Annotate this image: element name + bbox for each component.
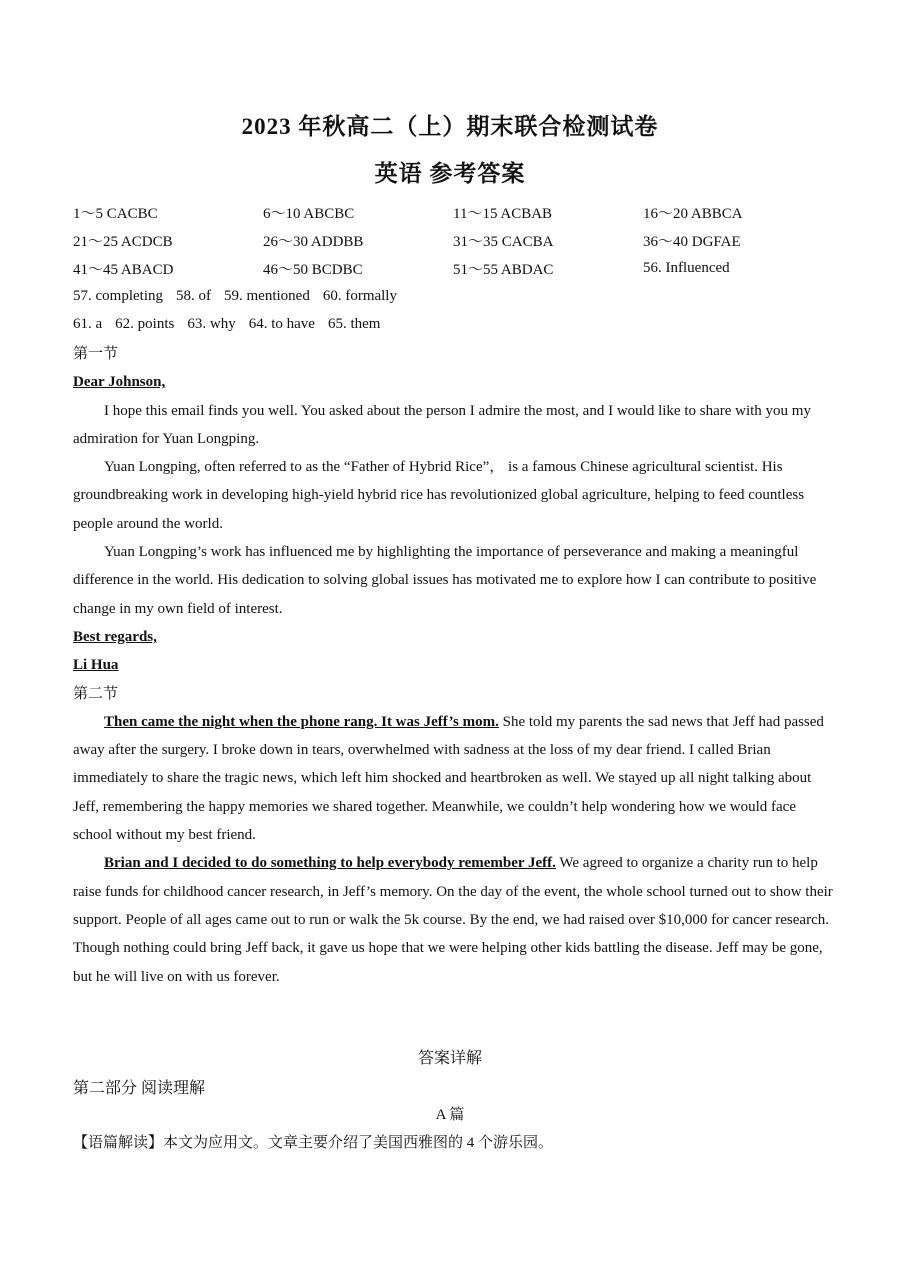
- story-paragraph: [73, 708, 833, 849]
- letter-paragraph: Yuan Longping’s work has influenced me by highlighting the importance of perseverance and making a meaningful difference in the world. His dedication to solving global issues has motivated me to explore how I can contribute to positive change in my own field of interest.: [73, 544, 817, 617]
- fill-answer: 57. completing: [73, 288, 163, 305]
- fill-answer: 64. to have: [248, 316, 315, 333]
- fill-answer: 60. formally: [322, 288, 397, 305]
- passage-heading: A 篇: [435, 1107, 465, 1123]
- paragraph-body: We agreed to organize a charity run to help raise funds for childhood cancer research, in Jeff’s memory. On the day of the event, the whole school turned out to show their support. People of all ages came out to run or walk the 5k course. By the end, we had raised over $10,000 for cancer research. Though nothing could bring Jeff back, it gave us hope that we were helping other kids battling the disease. Jeff may be gone, but he will live on with us forever.: [73, 855, 833, 985]
- answer-group: 16～20 ABBCA: [643, 205, 743, 222]
- answer-group: 11～15 ACBAB: [453, 205, 553, 222]
- fill-answer-row: [73, 311, 853, 339]
- salutation-text: Dear Johnson,: [73, 374, 166, 391]
- letter-signature: [73, 651, 833, 679]
- fill-answer: 62. points: [115, 316, 175, 333]
- answer-group: 41～45 ABACD: [73, 261, 174, 278]
- letter-paragraph: Yuan Longping, often referred to as the “Father of Hybrid Rice”， is a famous Chinese agricultural scientist. His groundbreaking work in developing high-yield hybrid rice has revolutionized global agriculture, helping to feed countless people around the world.: [73, 459, 805, 532]
- answer-group: 1～5 CACBC: [73, 205, 158, 222]
- answer-group: 26～30 ADDBB: [263, 233, 364, 250]
- answer-group: 6～10 ABCBC: [263, 205, 355, 222]
- explanation-heading: 答案详解: [417, 1050, 482, 1067]
- paragraph-lead-sentence: Then came the night when the phone rang. It was Jeff’s mom.: [104, 713, 499, 730]
- signature-text: Li Hua: [73, 657, 119, 674]
- page-subtitle: 英语 参考答案: [374, 161, 526, 186]
- passage-summary: 【语篇解读】本文为应用文。文章主要介绍了美国西雅图的 4 个游乐园。: [73, 1135, 554, 1151]
- answer-group: 36～40 DGFAE: [643, 233, 741, 250]
- section-label: 第一节: [73, 346, 119, 362]
- answer-group: 46～50 BCDBC: [263, 261, 363, 278]
- answer-row: [73, 254, 853, 282]
- fill-answer: 63. why: [187, 316, 236, 333]
- fill-answer: 65. them: [327, 316, 381, 333]
- paragraph-body: She told my parents the sad news that Jeff had passed away after the surgery. I broke down in tears, overwhelmed with sadness at the loss of my dear friend. I called Brian immediately to share the tragic news, which left him shocked and heartbroken as well. We stayed up all night talking about Jeff, remembering the happy memories we shared together. Meanwhile, we couldn’t help wondering how we would face school without my best friend.: [73, 713, 824, 844]
- letter-closing: [73, 623, 833, 651]
- answer-group: 31～35 CACBA: [453, 233, 554, 250]
- answer-grid: [73, 198, 853, 339]
- fill-answer: 59. mentioned: [224, 288, 310, 305]
- writing-answers: [73, 340, 833, 991]
- fill-answer: 61. a: [73, 316, 103, 333]
- answer-row: [73, 226, 853, 254]
- answer-group: 21～25 ACDCB: [73, 233, 173, 250]
- story-paragraph: [73, 849, 833, 990]
- section-label: 第二节: [73, 685, 119, 702]
- answer-group: 56. Influenced: [643, 259, 730, 276]
- part-heading: 第二部分 阅读理解: [73, 1080, 206, 1097]
- letter-paragraph: I hope this email finds you well. You asked about the person I admire the most, and I would like to share with you my admiration for Yuan Longping.: [73, 402, 811, 447]
- answer-row: [73, 198, 853, 226]
- fill-answer: 58. of: [176, 288, 211, 305]
- fill-answer-row: [73, 283, 853, 311]
- answer-group: 51～55 ABDAC: [453, 261, 554, 278]
- paragraph-lead-sentence: Brian and I decided to do something to help everybody remember Jeff.: [104, 855, 556, 872]
- closing-text: Best regards,: [73, 628, 157, 645]
- letter-salutation: [73, 368, 833, 396]
- page-title: 2023 年秋高二（上）期末联合检测试卷: [241, 114, 659, 139]
